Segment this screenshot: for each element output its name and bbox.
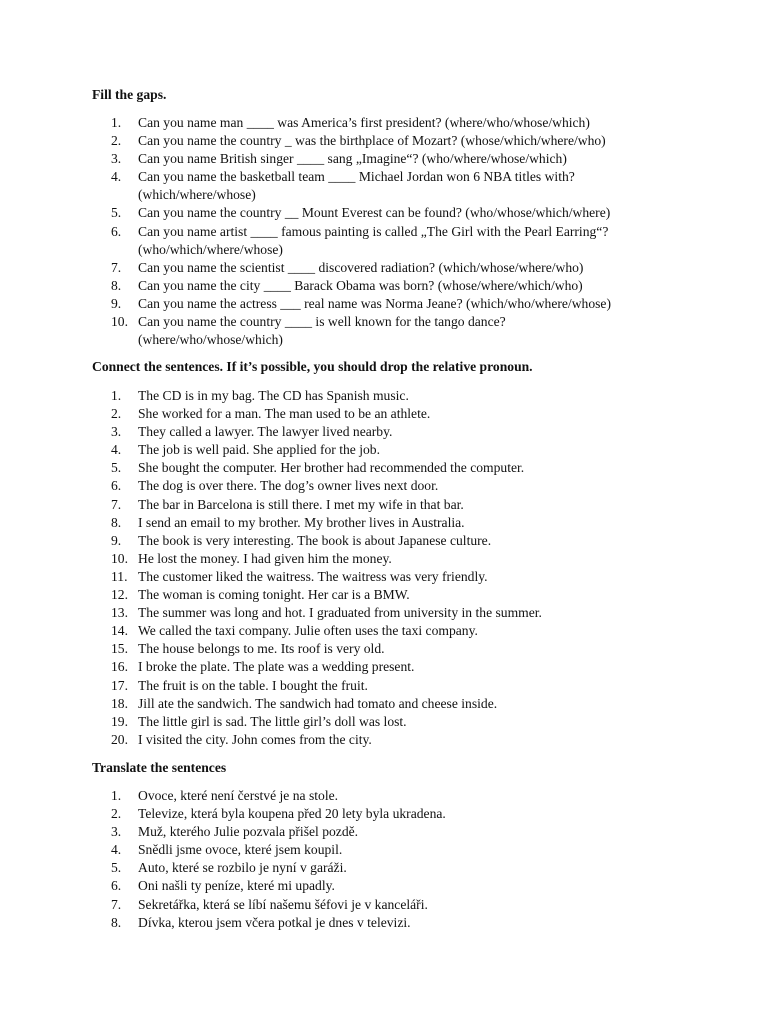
exercise-list: [0, 387, 768, 749]
item-number: 3.: [111, 424, 122, 440]
item-number: 8.: [111, 914, 122, 930]
item-text: Auto, které se rozbilo je nyní v garáži.: [138, 860, 347, 876]
item-number: 7.: [111, 259, 122, 275]
list-item: [0, 896, 768, 914]
item-text: Snědli jsme ovoce, které jsem koupil.: [138, 842, 343, 858]
item-number: 8.: [111, 277, 122, 293]
list-item: [0, 459, 768, 477]
item-text: Can you name the basketball team ____ Michael Jordan won 6 NBA titles with? (which/where/whose): [138, 169, 575, 203]
list-item: [0, 658, 768, 676]
list-item: [0, 677, 768, 695]
list-item: [0, 150, 768, 168]
section-heading: Translate the sentences: [92, 760, 227, 775]
item-text: Can you name the country ____ is well known for the tango dance? (where/who/whose/which): [138, 314, 506, 348]
list-item: [0, 731, 768, 749]
item-text: The fruit is on the table. I bought the fruit.: [138, 677, 368, 693]
item-number: 4.: [111, 169, 122, 185]
item-number: 11.: [111, 568, 128, 584]
item-number: 15.: [111, 641, 128, 657]
item-text: Can you name the scientist ____ discovered radiation? (which/whose/where/who): [138, 259, 584, 275]
list-item: [0, 313, 768, 349]
item-number: 4.: [111, 442, 122, 458]
item-text: Ovoce, které není čerstvé je na stole.: [138, 788, 339, 803]
item-text: The bar in Barcelona is still there. I met my wife in that bar.: [138, 496, 464, 512]
list-item: [0, 914, 768, 932]
list-item: [0, 787, 768, 805]
item-text: The summer was long and hot. I graduated from university in the summer.: [138, 605, 542, 621]
list-item: [0, 477, 768, 495]
item-number: 5.: [111, 860, 122, 876]
list-item: [0, 823, 768, 841]
list-item: [0, 877, 768, 895]
list-item: [0, 568, 768, 586]
list-item: [0, 859, 768, 877]
list-item: [0, 295, 768, 313]
list-item: [0, 132, 768, 150]
item-text: The little girl is sad. The little girl’s doll was lost.: [138, 713, 407, 729]
section-heading: Connect the sentences. If it’s possible, you should drop the relative pronoun.: [92, 359, 533, 374]
item-text: The woman is coming tonight. Her car is a BMW.: [138, 587, 410, 603]
item-text: The book is very interesting. The book is about Japanese culture.: [138, 532, 492, 548]
item-text: Sekretářka, která se líbí našemu šéfovi je v kanceláři.: [138, 896, 428, 912]
list-item: [0, 550, 768, 568]
item-text: Can you name the country _ was the birthplace of Mozart? (whose/which/where/who): [138, 133, 606, 149]
item-text: The job is well paid. She applied for the job.: [138, 442, 380, 458]
list-item: [0, 622, 768, 640]
item-number: 3.: [111, 824, 122, 840]
list-item: [0, 223, 768, 259]
item-number: 7.: [111, 896, 122, 912]
exercise-list: [0, 787, 768, 932]
item-number: 17.: [111, 677, 128, 693]
item-text: The dog is over there. The dog’s owner lives next door.: [138, 478, 439, 494]
item-text: Can you name British singer ____ sang „Imagine“? (who/where/whose/which): [138, 151, 567, 167]
item-number: 5.: [111, 460, 122, 476]
list-item: [0, 604, 768, 622]
item-number: 2.: [111, 806, 122, 822]
item-text: Can you name artist ____ famous painting is called „The Girl with the Pearl Earring“? (who/which/where/whose): [138, 223, 609, 257]
item-text: Can you name the city ____ Barack Obama was born? (whose/where/which/who): [138, 277, 583, 293]
list-item: [0, 259, 768, 277]
list-item: [0, 423, 768, 441]
list-item: [0, 277, 768, 295]
item-number: 6.: [111, 878, 122, 894]
item-number: 16.: [111, 659, 128, 675]
item-number: 19.: [111, 713, 128, 729]
list-item: [0, 405, 768, 423]
list-item: [0, 496, 768, 514]
item-number: 7.: [111, 496, 122, 512]
item-number: 2.: [111, 133, 122, 149]
item-number: 3.: [111, 151, 122, 167]
item-number: 10.: [111, 550, 128, 566]
item-text: Jill ate the sandwich. The sandwich had tomato and cheese inside.: [138, 695, 498, 711]
item-text: The house belongs to me. Its roof is very old.: [138, 641, 385, 657]
list-item: [0, 387, 768, 405]
item-text: Can you name man ____ was America’s first president? (where/who/whose/which): [138, 115, 590, 130]
item-text: Dívka, kterou jsem včera potkal je dnes v televizi.: [138, 914, 411, 930]
item-number: 6.: [111, 478, 122, 494]
item-number: 6.: [111, 223, 122, 239]
list-item: [0, 514, 768, 532]
item-number: 10.: [111, 314, 128, 330]
item-text: We called the taxi company. Julie often uses the taxi company.: [138, 623, 478, 639]
list-item: [0, 713, 768, 731]
item-number: 9.: [111, 532, 122, 548]
item-number: 4.: [111, 842, 122, 858]
section-heading: Fill the gaps.: [92, 87, 167, 102]
list-item: [0, 114, 768, 132]
item-text: They called a lawyer. The lawyer lived nearby.: [138, 424, 393, 440]
item-number: 2.: [111, 406, 122, 422]
list-item: [0, 586, 768, 604]
list-item: [0, 441, 768, 459]
list-item: [0, 805, 768, 823]
item-text: Can you name the country __ Mount Everest can be found? (who/whose/which/where): [138, 205, 611, 221]
item-number: 13.: [111, 605, 128, 621]
item-text: I send an email to my brother. My brother lives in Australia.: [138, 514, 465, 530]
list-item: [0, 204, 768, 222]
item-number: 12.: [111, 587, 128, 603]
item-text: She bought the computer. Her brother had recommended the computer.: [138, 460, 525, 476]
item-number: 9.: [111, 295, 122, 311]
item-number: 1.: [111, 788, 122, 803]
item-number: 8.: [111, 514, 122, 530]
item-text: I visited the city. John comes from the city.: [138, 731, 372, 747]
item-text: Oni našli ty peníze, které mi upadly.: [138, 878, 335, 894]
item-number: 5.: [111, 205, 122, 221]
list-item: [0, 640, 768, 658]
item-number: 18.: [111, 695, 128, 711]
list-item: [0, 168, 768, 204]
item-number: 14.: [111, 623, 128, 639]
item-text: The customer liked the waitress. The waitress was very friendly.: [138, 568, 488, 584]
item-text: He lost the money. I had given him the money.: [138, 550, 392, 566]
list-item: [0, 841, 768, 859]
item-number: 1.: [111, 115, 122, 130]
item-number: 20.: [111, 731, 128, 747]
exercise-list: [0, 114, 768, 349]
item-text: Muž, kterého Julie pozvala přišel pozdě.: [138, 824, 359, 840]
item-text: The CD is in my bag. The CD has Spanish music.: [138, 388, 409, 403]
item-text: I broke the plate. The plate was a wedding present.: [138, 659, 415, 675]
list-item: [0, 695, 768, 713]
item-number: 1.: [111, 388, 122, 403]
list-item: [0, 532, 768, 550]
item-text: Can you name the actress ___ real name was Norma Jeane? (which/who/where/whose): [138, 295, 611, 311]
item-text: She worked for a man. The man used to be an athlete.: [138, 406, 431, 422]
item-text: Televize, která byla koupena před 20 lety byla ukradena.: [138, 806, 446, 822]
